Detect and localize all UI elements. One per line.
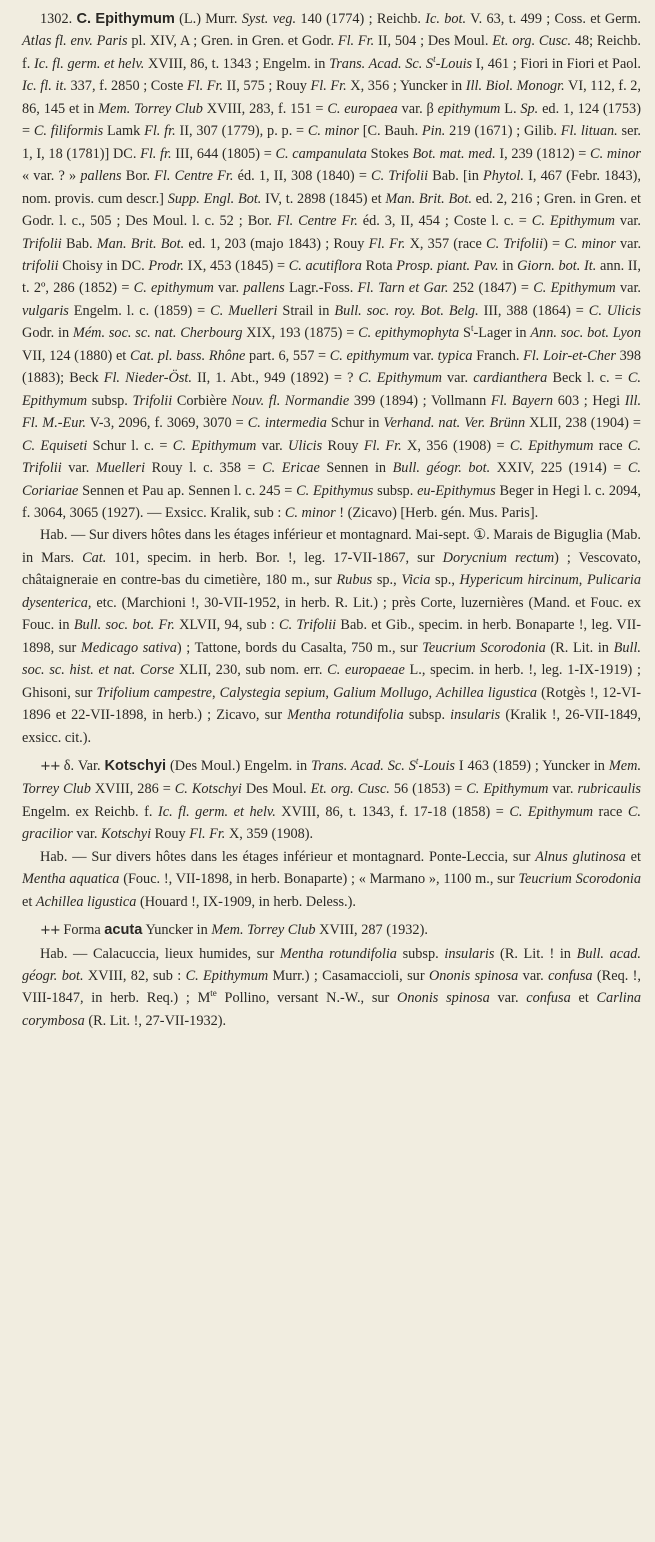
- text-segment: C. Coriariae: [22, 460, 641, 499]
- text-segment: , etc. (Marchioni !, 30-VII-1952, in herb. R. Lit.) ; près Corte, luzernières (Mand. et Fouc. ex Fouc. in: [22, 594, 641, 634]
- text-segment: subsp.: [403, 707, 451, 724]
- paragraph-body: [22, 849, 641, 910]
- text-segment: ed. 1, 124 (1753) =: [22, 100, 641, 140]
- text-segment: Fl. Fr.: [337, 33, 375, 50]
- text-segment: Bot. mat. med.: [412, 145, 496, 162]
- text-segment: III, 388 (1864) =: [478, 302, 589, 319]
- variety-kotschyi-habitat-paragraph: [22, 846, 641, 913]
- text-segment: (Houard !, IX-1909, in herb. Deless.).: [136, 893, 356, 910]
- text-segment: Ic. fl. it.: [22, 78, 67, 95]
- text-segment: 48; Reichb. f.: [22, 33, 642, 72]
- text-segment: eu-Epithymus: [417, 482, 496, 499]
- text-segment: C. Kotschyi: [174, 781, 242, 798]
- text-segment: C. Epithymum: [22, 370, 641, 409]
- text-segment: Cat.: [82, 549, 107, 566]
- text-segment: Supp. Engl. Bot.: [167, 190, 262, 207]
- entry-genus: C.: [76, 11, 92, 27]
- text-segment: (Req. !, VIII-1847, in herb. Req.) ; M: [22, 968, 641, 1007]
- text-segment: Bull. acad. géogr. bot.: [22, 945, 641, 985]
- text-segment: Pulicaria dysenterica: [22, 572, 641, 611]
- text-segment: Bab. et Gib., specim. in herb. Bonaparte !, leg. VII-1898, sur: [22, 617, 642, 656]
- text-segment: et: [625, 848, 641, 865]
- text-segment: Beger in Hegi l. c. 2094, f. 3064, 3065 (1927). — Exsicc. Kralik, sub :: [22, 482, 641, 521]
- text-segment: Medicago sativa: [80, 639, 177, 656]
- text-segment: C. acutiflora: [288, 257, 362, 274]
- text-segment: Trans. Acad. Sc. S: [311, 757, 416, 774]
- text-segment: Rouy: [151, 826, 190, 843]
- text-segment: C. campanulata: [275, 145, 367, 162]
- text-segment: 101, specim. in herb. Bor. !, leg. 17-VII-1867, sur: [106, 549, 443, 566]
- cross-marker-icon: ++: [40, 758, 60, 774]
- text-segment: Yuncker in: [142, 922, 212, 939]
- text-segment: t: [433, 54, 436, 65]
- text-segment: C. Epithymum: [533, 280, 616, 297]
- text-segment: XVIII, 286 =: [90, 781, 175, 798]
- text-segment: IV, t. 2898 (1845) et: [261, 190, 386, 207]
- text-segment: Ill. Fl. M.-Eur.: [22, 392, 642, 432]
- text-segment: C. epithymophyta: [358, 325, 460, 342]
- paragraph-body: [22, 527, 641, 745]
- text-segment: Sp.: [520, 100, 539, 117]
- text-segment: (R. Lit. in: [545, 639, 614, 656]
- text-segment: var.: [61, 460, 96, 477]
- text-segment: Achillea ligustica: [35, 893, 137, 910]
- text-segment: V-3, 2096, f. 3069, 3070 =: [86, 415, 248, 432]
- text-segment: confusa: [526, 990, 571, 1007]
- text-segment: 219 (1671) ; Gilib.: [445, 123, 561, 140]
- text-segment: C. minor: [590, 145, 641, 162]
- text-segment: ,: [325, 684, 334, 701]
- text-segment: XVIII, 86, t. 1343 ; Engelm. in: [144, 55, 330, 72]
- text-segment: Ill. Biol. Monogr.: [465, 78, 565, 95]
- text-segment: Engelm. ex Reichb. f.: [22, 803, 158, 820]
- text-segment: Alnus glutinosa: [535, 848, 626, 865]
- text-segment: C. Trifolii: [279, 617, 337, 634]
- text-segment: var.: [518, 968, 549, 985]
- text-segment: I, 461 ; Fiori in Fiori et Paol.: [472, 55, 642, 72]
- text-segment: 140 (1774) ; Reichb.: [296, 11, 426, 27]
- entry-paragraph-synonymy: [22, 8, 641, 524]
- text-segment: cardianthera: [473, 370, 548, 387]
- text-segment: var.: [615, 280, 641, 297]
- text-segment: II, 504 ; Des Moul.: [374, 33, 493, 50]
- text-segment: L., specim. in herb. !, leg. 1-IX-1919) ; Ghisoni, sur: [22, 662, 642, 701]
- text-segment: X, 356 ; Yuncker in: [346, 78, 466, 95]
- text-segment: III, 644 (1805) =: [171, 145, 276, 162]
- text-segment: Fl. fr.: [144, 123, 176, 140]
- text-segment: Schur l. c. =: [87, 437, 173, 454]
- text-segment: C. gracilior: [22, 803, 641, 843]
- text-segment: Teucrium Scorodonia: [422, 639, 546, 656]
- text-segment: Galium Mollugo: [333, 684, 429, 701]
- text-segment: C. europaea: [327, 100, 398, 117]
- text-segment: 603 ; Hegi: [553, 392, 625, 409]
- text-segment: Fl. fr.: [140, 145, 172, 162]
- text-segment: Hypericum hircinum: [459, 572, 579, 589]
- text-segment: epithymum: [437, 100, 501, 117]
- text-segment: Atlas fl. env. Paris: [22, 33, 128, 50]
- text-segment: (Kralik !, 26-VII-1849, exsicc. cit.).: [22, 707, 642, 746]
- text-segment: Fl. Fr.: [310, 78, 347, 95]
- text-segment: Hab. — Sur divers hôtes dans les étages inférieur et montagnard. Ponte-Leccia, sur: [40, 848, 536, 865]
- text-segment: var.: [441, 370, 474, 387]
- text-segment: éd. 3, II, 454 ; Coste l. c. =: [357, 213, 532, 230]
- text-segment: (Rotgès !, 12-VI-1896 et 22-VII-1898, in herb.) ; Zicavo, sur: [22, 684, 641, 724]
- text-segment: C. filiformis: [33, 123, 104, 140]
- text-segment: C. epithymum: [133, 280, 214, 297]
- text-segment: Pin.: [421, 123, 446, 140]
- text-segment: XLII, 230, sub nom. err.: [174, 662, 328, 679]
- text-segment: Carlina corymbosa: [22, 990, 642, 1029]
- text-segment: Mem. Torrey Club: [98, 100, 203, 117]
- text-segment: Corbière: [172, 392, 232, 409]
- text-segment: var.: [614, 213, 641, 230]
- text-segment: pallens: [80, 168, 122, 185]
- text-segment: Trans. Acad. Sc. S: [329, 55, 434, 72]
- text-segment: insularis: [444, 945, 495, 962]
- text-segment: L.: [500, 100, 521, 117]
- text-segment: 252 (1847) =: [448, 280, 534, 297]
- text-segment: t: [415, 756, 419, 767]
- text-segment: ,: [578, 572, 587, 589]
- text-segment: Ic. bot.: [425, 11, 467, 27]
- text-segment: XVIII, 82, sub :: [83, 968, 186, 985]
- text-segment: Ulicis: [288, 437, 323, 454]
- text-segment: Fl. Tarn et Gar.: [357, 280, 449, 297]
- text-segment: Fl. Centre Fr.: [154, 168, 234, 185]
- text-segment: éd. 1, II, 308 (1840) =: [233, 168, 372, 185]
- text-segment: ) ; Vescovato, châtaigneraie en contre-bas du cimetière, 180 m., sur: [22, 549, 641, 589]
- text-segment: var.: [72, 826, 102, 843]
- text-segment: 399 (1894) ; Vollmann: [349, 392, 491, 409]
- text-segment: Ann. soc. bot. Lyon: [530, 325, 641, 342]
- text-segment: Kotschyi: [104, 757, 167, 774]
- text-segment: (Fouc. !, VII-1898, in herb. Bonaparte) ; « Marmano », 1100 m., sur: [119, 871, 519, 888]
- text-segment: subsp.: [373, 482, 418, 499]
- text-segment: X, 356 (1908) =: [401, 437, 510, 454]
- text-segment: XIX, 193 (1875) =: [242, 325, 359, 342]
- text-segment: C. Trifolii: [486, 235, 544, 252]
- entry-name: Epithymum: [95, 11, 175, 27]
- text-segment: Ononis spinosa: [397, 990, 490, 1007]
- paragraph-body: [40, 922, 428, 938]
- text-segment: Bull. soc. sc. hist. et nat. Corse: [22, 639, 642, 679]
- text-segment: var.: [256, 437, 289, 454]
- text-segment: Ononis spinosa: [428, 968, 519, 985]
- text-segment: Trifolii: [132, 392, 173, 409]
- text-segment: Kotschyi: [101, 826, 152, 843]
- text-segment: Ic. fl. germ. et helv.: [157, 803, 276, 820]
- text-segment: Bab.: [61, 235, 97, 252]
- paragraph-body: [22, 11, 641, 521]
- text-segment: Rubus: [336, 572, 373, 589]
- paragraph-body: [22, 758, 641, 842]
- text-segment: XVIII, 86, t. 1343, f. 17-18 (1858) =: [275, 803, 510, 820]
- text-segment: Beck l. c. =: [547, 370, 628, 387]
- cross-marker-icon: ++: [40, 923, 60, 939]
- forma-acuta-paragraph: [22, 919, 641, 942]
- text-segment: C. europaeae: [327, 662, 405, 679]
- text-segment: part. 6, 557 =: [245, 347, 330, 364]
- text-segment: Fl. Fr.: [189, 826, 226, 843]
- text-segment: δ. Var.: [59, 757, 105, 774]
- text-segment: in: [498, 257, 518, 274]
- text-segment: Phytol.: [483, 168, 524, 185]
- text-segment: Nouv. fl. Normandie: [231, 392, 350, 409]
- text-segment: Rouy l. c. 358 =: [145, 460, 263, 477]
- text-segment: Trifolium campestre: [96, 684, 213, 701]
- text-segment: C. Epithymum: [531, 213, 615, 230]
- text-segment: Calystegia sepium: [219, 684, 326, 701]
- text-segment: Hab. — Calacuccia, lieux humides, sur: [40, 945, 280, 962]
- text-segment: Fl. Fr.: [363, 437, 402, 454]
- text-segment: C. minor: [307, 123, 359, 140]
- text-segment: rubricaulis: [577, 781, 641, 798]
- text-segment: sp.,: [372, 572, 402, 589]
- text-segment: C. Trifolii: [22, 437, 641, 477]
- text-segment: II, 575 ; Rouy: [223, 78, 311, 95]
- text-segment: ) =: [543, 235, 565, 252]
- text-segment: race: [593, 803, 628, 820]
- text-segment: ann. II, t. 2º, 286 (1852) =: [22, 257, 642, 297]
- text-segment: VI, 112, f. 2, 86, 145 et in: [22, 78, 642, 117]
- text-segment: vulgaris: [22, 302, 69, 319]
- text-segment: XVIII, 283, f. 151 =: [202, 100, 328, 117]
- text-segment: Lagr.-Foss.: [284, 280, 358, 297]
- text-segment: Achillea ligustica: [436, 684, 538, 701]
- text-segment: C. Epithymum: [185, 968, 269, 985]
- text-segment: Dorycnium rectum: [442, 549, 555, 566]
- text-segment: C. Equiseti: [22, 437, 88, 454]
- text-segment: Des Moul.: [241, 781, 311, 798]
- text-segment: Sennen in: [319, 460, 393, 477]
- text-segment: -Lager in: [473, 325, 531, 342]
- text-segment: [C. Bauh.: [358, 123, 422, 140]
- text-segment: C. minor: [284, 504, 336, 521]
- text-segment: typica: [437, 347, 473, 364]
- text-segment: C. epithymum: [329, 347, 410, 364]
- text-segment: C. Trifolii: [371, 168, 429, 185]
- text-segment: Prodr.: [148, 257, 184, 274]
- text-segment: 398 (1883); Beck: [22, 347, 642, 387]
- text-segment: Lamk: [103, 123, 145, 140]
- text-segment: Murr.) ; Casamaccioli, sur: [268, 968, 429, 985]
- text-segment: Strail in: [277, 302, 335, 319]
- text-segment: (R. Lit. ! in: [494, 945, 577, 962]
- text-segment: Syst. veg.: [241, 11, 297, 27]
- text-segment: ed. 2, 216 ; Gren. in Gren. et Godr. l. c., 505 ; Des Moul. l. c. 52 ; Bor.: [22, 190, 641, 230]
- paragraph-body: [22, 946, 641, 1029]
- text-segment: Bor.: [121, 168, 155, 185]
- text-segment: te: [210, 988, 217, 999]
- text-segment: Godr. in: [22, 325, 73, 342]
- text-segment: I, 239 (1812) =: [495, 145, 591, 162]
- text-segment: IX, 453 (1845) =: [184, 257, 289, 274]
- text-segment: sp.,: [430, 572, 460, 589]
- text-segment: (Des Moul.) Engelm. in: [166, 757, 312, 774]
- text-segment: trifolii: [22, 257, 59, 274]
- text-segment: V. 63, t. 499 ; Coss. et Germ.: [466, 11, 641, 27]
- text-segment: ) ; Tattone, bords du Casalta, 750 m., sur: [176, 639, 423, 656]
- text-segment: C. Epithymum: [509, 437, 594, 454]
- text-segment: C. minor: [564, 235, 616, 252]
- forma-acuta-habitat-paragraph: [22, 943, 641, 1033]
- text-segment: et: [570, 990, 597, 1007]
- text-segment: Muelleri: [95, 460, 146, 477]
- text-segment: I 463 (1859) ; Yuncker in: [454, 757, 609, 774]
- text-segment: « var. ? »: [22, 168, 81, 185]
- text-segment: ser. 1, I, 18 (1781)] DC.: [22, 123, 642, 162]
- text-segment: Stokes: [366, 145, 413, 162]
- text-segment: C. Ericae: [262, 460, 320, 477]
- text-segment: (R. Lit. !, 27-VII-1932).: [84, 1012, 227, 1029]
- text-segment: ,: [428, 684, 437, 701]
- text-segment: Mem. Torrey Club: [22, 757, 642, 798]
- text-segment: Et. org. Cusc.: [492, 33, 572, 50]
- text-segment: Mem. Torrey Club: [211, 922, 316, 939]
- text-segment: C. Epithymum: [509, 803, 594, 820]
- text-segment: II, 1. Abt., 949 (1892) = ?: [191, 370, 359, 387]
- text-segment: Mentha rotundifolia: [287, 707, 404, 724]
- text-segment: I, 467 (Febr. 1843), nom. provis. cum descr.]: [22, 168, 642, 207]
- text-segment: var.: [489, 990, 527, 1007]
- text-segment: Bull. soc. bot. Fr.: [73, 617, 175, 634]
- text-segment: C. intermedia: [247, 415, 327, 432]
- text-segment: Verhand. nat. Ver. Brünn: [383, 415, 526, 432]
- text-segment: subsp.: [87, 392, 133, 409]
- text-segment: Fl. Loir-et-Cher: [523, 347, 616, 364]
- text-segment: confusa: [548, 968, 593, 985]
- text-segment: -Louis: [435, 55, 473, 72]
- text-segment: Forma: [59, 922, 105, 939]
- text-segment: et: [22, 893, 36, 910]
- text-segment: Ic. fl. germ. et helv.: [33, 55, 145, 72]
- text-segment: Mentha aquatica: [22, 871, 120, 888]
- text-segment: C. Epithymum: [466, 781, 549, 798]
- text-segment: Cat. pl. bass. Rhône: [129, 347, 246, 364]
- text-segment: Prosp. piant. Pav.: [396, 257, 499, 274]
- text-segment: S: [459, 325, 471, 342]
- text-segment: Rota: [361, 257, 397, 274]
- habitat-paragraph: [22, 524, 641, 749]
- text-segment: ed. 1, 203 (majo 1843) ; Rouy: [184, 235, 369, 252]
- text-segment: acuta: [104, 922, 143, 939]
- text-segment: XXIV, 225 (1914) =: [490, 460, 628, 477]
- text-segment: C. Muelleri: [210, 302, 278, 319]
- text-segment: C. Epithymum: [358, 370, 442, 387]
- text-segment: Giorn. bot. It.: [517, 257, 597, 274]
- text-segment: II, 307 (1779), p. p. =: [175, 123, 308, 140]
- text-segment: Choisy in DC.: [58, 257, 149, 274]
- text-segment: Bull. soc. roy. Bot. Belg.: [334, 302, 479, 319]
- text-segment: XLII, 238 (1904) =: [525, 415, 641, 432]
- text-segment: pallens: [243, 280, 285, 297]
- text-segment: Trifolii: [22, 235, 62, 252]
- text-segment: t: [470, 323, 474, 334]
- text-segment: Mém. soc. sc. nat. Cherbourg: [72, 325, 243, 342]
- text-segment: (L.) Murr.: [174, 11, 242, 27]
- text-segment: X, 359 (1908).: [225, 826, 314, 843]
- text-segment: var.: [548, 781, 578, 798]
- text-segment: Bab. [in: [428, 168, 484, 185]
- text-segment: Fl. Fr.: [368, 235, 406, 252]
- text-segment: 337, f. 2850 ; Coste: [66, 78, 187, 95]
- text-segment: Fl. lituan.: [560, 123, 618, 140]
- text-segment: Hab. — Sur divers hôtes dans les étages inférieur et montagnard. Mai-sept. ①. Marais de Biguglia (Mab. in Mars.: [22, 527, 641, 566]
- text-segment: C. Epithymum: [172, 437, 257, 454]
- text-segment: Mentha rotundifolia: [279, 945, 397, 962]
- text-segment: pl. XIV, A ; Gren. in Gren. et Godr.: [127, 33, 338, 50]
- text-segment: var.: [213, 280, 244, 297]
- text-segment: ! (Zicavo) [Herb. gén. Mus. Paris].: [335, 504, 539, 521]
- text-segment: C. Ulicis: [588, 302, 641, 319]
- text-segment: Vicia: [401, 572, 431, 589]
- text-segment: Sennen et Pau ap. Sennen l. c. 245 =: [78, 482, 297, 499]
- text-segment: XVIII, 287 (1932).: [315, 922, 428, 939]
- text-segment: subsp.: [396, 945, 445, 962]
- text-segment: C. Epithymus: [296, 482, 374, 499]
- text-segment: Franch.: [472, 347, 524, 364]
- text-segment: -Louis: [418, 757, 455, 774]
- text-segment: Fl. Nieder-Öst.: [103, 370, 192, 387]
- text-segment: Rouy: [322, 437, 364, 454]
- text-segment: ,: [212, 684, 220, 701]
- entry-number: 1302.: [40, 11, 73, 27]
- text-segment: Pollino, versant N.-W., sur: [216, 990, 398, 1007]
- text-segment: Fl. Fr.: [186, 78, 224, 95]
- text-segment: var.: [615, 235, 642, 252]
- text-segment: VII, 124 (1880) et: [22, 347, 130, 364]
- text-segment: Engelm. l. c. (1859) =: [68, 302, 211, 319]
- variety-kotschyi-paragraph: [22, 755, 641, 846]
- text-segment: Bull. géogr. bot.: [392, 460, 491, 477]
- text-segment: Fl. Centre Fr.: [276, 213, 358, 230]
- text-segment: XLVII, 94, sub :: [174, 617, 280, 634]
- text-segment: var. β: [397, 100, 438, 117]
- text-segment: X, 357 (race: [405, 235, 487, 252]
- text-segment: var.: [409, 347, 438, 364]
- text-segment: Teucrium Scorodonia: [518, 871, 642, 888]
- text-segment: Schur in: [326, 415, 384, 432]
- text-segment: Fl. Bayern: [490, 392, 554, 409]
- text-segment: Et. org. Cusc.: [310, 781, 390, 798]
- text-segment: race: [593, 437, 628, 454]
- text-segment: Man. Brit. Bot.: [385, 190, 472, 207]
- text-segment: insularis: [450, 707, 501, 724]
- text-segment: 56 (1853) =: [389, 781, 467, 798]
- text-segment: Man. Brit. Bot.: [96, 235, 185, 252]
